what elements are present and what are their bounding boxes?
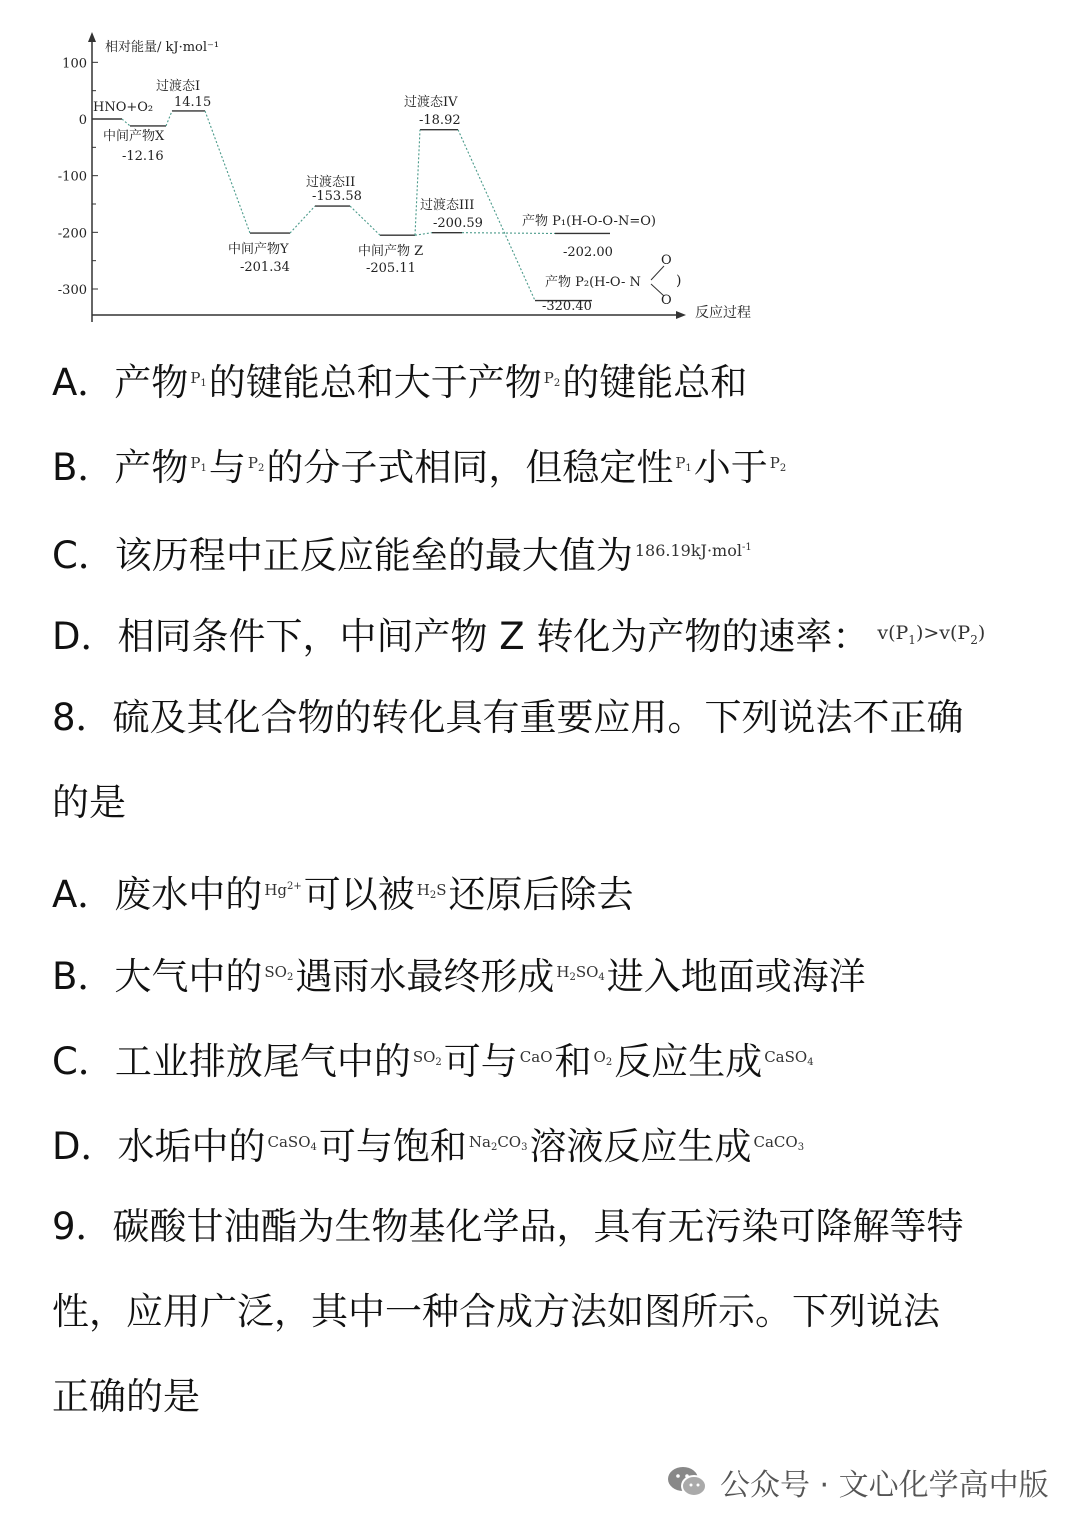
option-text: A．产物	[52, 361, 189, 404]
option-text: 的键能总和	[562, 361, 748, 404]
q7-option-b: B．产物 $^{P_1}$与 $^{P_2}$的分子式相同，但稳定性 $^{P_1}$小于 $^{P_2}$	[52, 446, 787, 489]
state-value: -200.59	[433, 216, 483, 231]
q8-option-c: C．工业排放尾气中的 $^{SO_2}$可与 $^{CaO}$和 $^{O_2}$反应生成 $^{CaSO_4}$	[52, 1040, 814, 1083]
energy-profile-chart	[0, 0, 800, 335]
x-axis-label: 反应过程	[695, 305, 751, 321]
formula-so2: SO2	[412, 1048, 442, 1068]
state-name: 过渡态IV	[404, 95, 458, 110]
state-name: 产物 P₁(H-O-O-N=O)	[522, 214, 656, 229]
option-text: 的键能总和大于产物	[208, 361, 542, 404]
formula-p2: P2	[769, 454, 787, 474]
state-name: 过渡态III	[420, 198, 475, 213]
connector-line	[415, 130, 420, 236]
formula-h2s: H2S	[416, 881, 447, 901]
formula-p2: P2	[247, 454, 265, 474]
wechat-icon	[666, 1464, 710, 1500]
formula-o2: O2	[593, 1048, 613, 1068]
y-tick-label: 0	[78, 113, 87, 128]
state-value: -201.34	[240, 260, 290, 275]
formula-energy: 186.19kJ·mol-1	[634, 541, 752, 560]
formula-so2: SO2	[264, 963, 294, 983]
state-value: -18.92	[419, 113, 461, 128]
formula-na2co3: Na2CO3	[468, 1133, 528, 1153]
state-value: -12.16	[122, 149, 164, 164]
formula-h2so4: H2SO4	[556, 963, 605, 983]
q7-option-d: D．相同条件下，中间产物 Z 转化为产物的速率： $^{v(P_1)>v(P_2)}$	[52, 615, 986, 658]
q7-option-c: C．该历程中正反应能垒的最大值为 $^{186.19kJ\cdot mol^{-1}}$	[52, 534, 752, 577]
state-name: 中间产物 Z	[358, 244, 424, 259]
formula-p1: P1	[675, 454, 692, 474]
formula-caso4: CaSO4	[764, 1048, 814, 1068]
p2-paren: )	[676, 273, 682, 289]
state-value: 14.15	[174, 95, 212, 110]
formula-cao: CaO	[519, 1048, 553, 1066]
state-name: 中间产物Y	[228, 242, 289, 257]
q9-stem-line2: 性，应用广泛，其中一种合成方法如图所示。下列说法	[52, 1290, 940, 1333]
state-name: HNO+O₂	[93, 100, 154, 115]
connector-line	[205, 111, 250, 233]
y-tick-label: -200	[57, 226, 87, 242]
formula-rate: v(P1)>v(P2)	[877, 622, 986, 647]
state-value: -320.40	[542, 299, 592, 314]
connector-line	[415, 233, 432, 236]
connector-line	[122, 119, 130, 126]
y-tick-label: -300	[57, 283, 87, 298]
p2-oxygen-bottom: O	[661, 293, 672, 308]
y-tick-label: -100	[57, 169, 87, 185]
formula-p1: P1	[190, 369, 207, 389]
state-name: 过渡态I	[156, 79, 201, 94]
wechat-account-footer	[666, 1458, 1049, 1506]
state-value: -205.11	[366, 261, 416, 276]
y-tick-label: 100	[62, 56, 87, 72]
connector-line	[350, 206, 380, 235]
q9-stem-line3: 正确的是	[52, 1375, 200, 1418]
q8-option-b: B．大气中的 $^{SO_2}$遇雨水最终形成 $^{H_2SO_4}$进入地面或海洋	[52, 955, 866, 998]
q8-option-a: A．废水中的 $^{Hg^{2+}}$可以被 $^{H_2S}$还原后除去	[52, 873, 634, 916]
formula-p2: P2	[543, 369, 561, 389]
q8-option-d: D．水垢中的 $^{CaSO_4}$可与饱和 $^{Na_2CO_3}$溶液反应生成 $^{CaCO_3}$	[52, 1125, 805, 1168]
y-axis	[88, 32, 96, 322]
connector-line	[166, 111, 172, 126]
footer-text: 公众号 · 文心化学高中版	[720, 1468, 1049, 1503]
q7-option-a	[52, 354, 747, 408]
q8-stem-line1: 8．硫及其化合物的转化具有重要应用。下列说法不正确	[52, 696, 964, 739]
formula-caso4: CaSO4	[267, 1133, 317, 1153]
state-value: -202.00	[563, 245, 613, 260]
formula-hg: Hg2+	[264, 881, 302, 899]
y-axis-label: 相对能量/ kJ·mol⁻¹	[105, 40, 220, 55]
connector-line	[462, 233, 555, 234]
energy-levels	[92, 111, 610, 301]
q9-stem-line1: 9．碳酸甘油酯为生物基化学品，具有无污染可降解等特	[52, 1205, 964, 1248]
connector-line	[290, 206, 315, 233]
formula-caco3: CaCO3	[753, 1133, 805, 1153]
x-axis	[92, 311, 686, 319]
state-name: 过渡态II	[306, 175, 356, 190]
q8-stem-line2: 的是	[52, 781, 126, 824]
state-labels	[93, 78, 656, 314]
state-value: -153.58	[312, 189, 362, 204]
state-name: 中间产物X	[103, 129, 165, 144]
p2-structure	[651, 253, 681, 308]
state-name: 产物 P₂(H-O- N	[545, 275, 641, 290]
formula-p1: P1	[190, 454, 207, 474]
p2-oxygen-top: O	[661, 253, 672, 268]
